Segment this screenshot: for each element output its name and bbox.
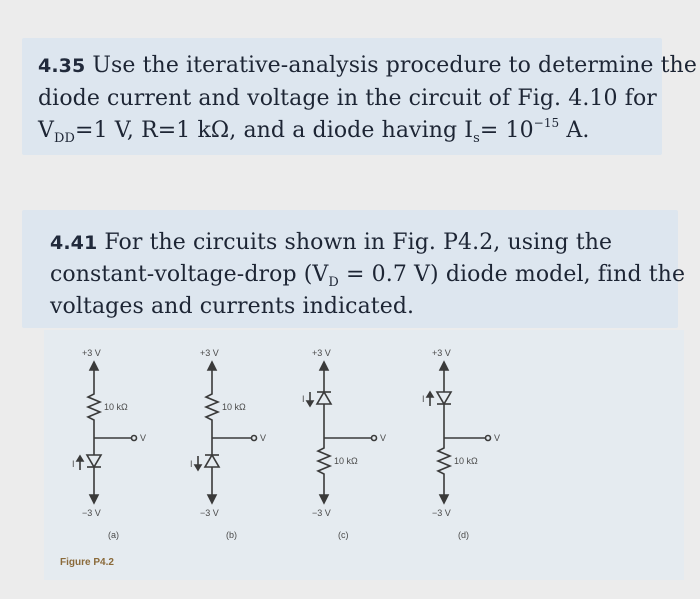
circuit-label-c: (c)	[338, 530, 349, 540]
output-label-b: V	[260, 433, 267, 443]
resistor-b	[206, 388, 218, 438]
resistor-d	[438, 438, 450, 500]
diode-a	[87, 455, 101, 467]
problem-number: 4.41	[50, 232, 98, 254]
supply-bottom-b: −3 V	[200, 508, 219, 518]
circuit-a	[77, 362, 137, 503]
current-label-d: I	[422, 394, 425, 404]
supply-bottom-a: −3 V	[82, 508, 101, 518]
resistor-label-c: 10 kΩ	[334, 456, 358, 466]
output-label-c: V	[380, 433, 387, 443]
diode-c	[317, 392, 331, 404]
problem-4-41-line1: 4.41 For the circuits shown in Fig. P4.2, using the	[50, 230, 613, 255]
resistor-label-d: 10 kΩ	[454, 456, 478, 466]
problem-4-35-line3: $V_{DD}=1$ V, R=1 kΩ, and a diode having $I_s= 10^{-15}$ A.	[38, 116, 590, 146]
resistor-a	[88, 388, 100, 438]
supply-bottom-d: −3 V	[432, 508, 451, 518]
current-label-c: I	[302, 394, 305, 404]
output-label-a: V	[140, 433, 147, 443]
supply-top-c: +3 V	[312, 348, 331, 358]
figure-caption: Figure P4.2	[60, 557, 114, 568]
circuit-label-d: (d)	[458, 530, 469, 540]
problem-number: 4.35	[38, 55, 86, 77]
problem-4-35-line1: 4.35 Use the iterative-analysis procedure to determine the	[38, 53, 697, 78]
supply-top-d: +3 V	[432, 348, 451, 358]
figure-p4-2	[44, 330, 684, 580]
circuit-d	[427, 362, 491, 503]
resistor-label-a: 10 kΩ	[104, 402, 128, 412]
problem-4-41-line3: voltages and currents indicated.	[50, 294, 415, 319]
diode-d	[437, 392, 451, 404]
current-label-a: I	[72, 459, 75, 469]
problem-4-35-line2: diode current and voltage in the circuit of Fig. 4.10 for	[38, 86, 657, 111]
circuit-b	[195, 362, 257, 503]
resistor-label-b: 10 kΩ	[222, 402, 246, 412]
diode-b	[205, 455, 219, 467]
circuit-label-a: (a)	[108, 530, 119, 540]
problem-4-41-line2: constant-voltage-drop ($V_D = 0.7$ V) diode model, find the	[50, 262, 686, 290]
resistor-c	[318, 438, 330, 500]
current-label-b: I	[190, 459, 193, 469]
circuit-c	[307, 362, 377, 503]
supply-bottom-c: −3 V	[312, 508, 331, 518]
circuit-label-b: (b)	[226, 530, 237, 540]
output-label-d: V	[494, 433, 501, 443]
supply-top-a: +3 V	[82, 348, 101, 358]
supply-top-b: +3 V	[200, 348, 219, 358]
